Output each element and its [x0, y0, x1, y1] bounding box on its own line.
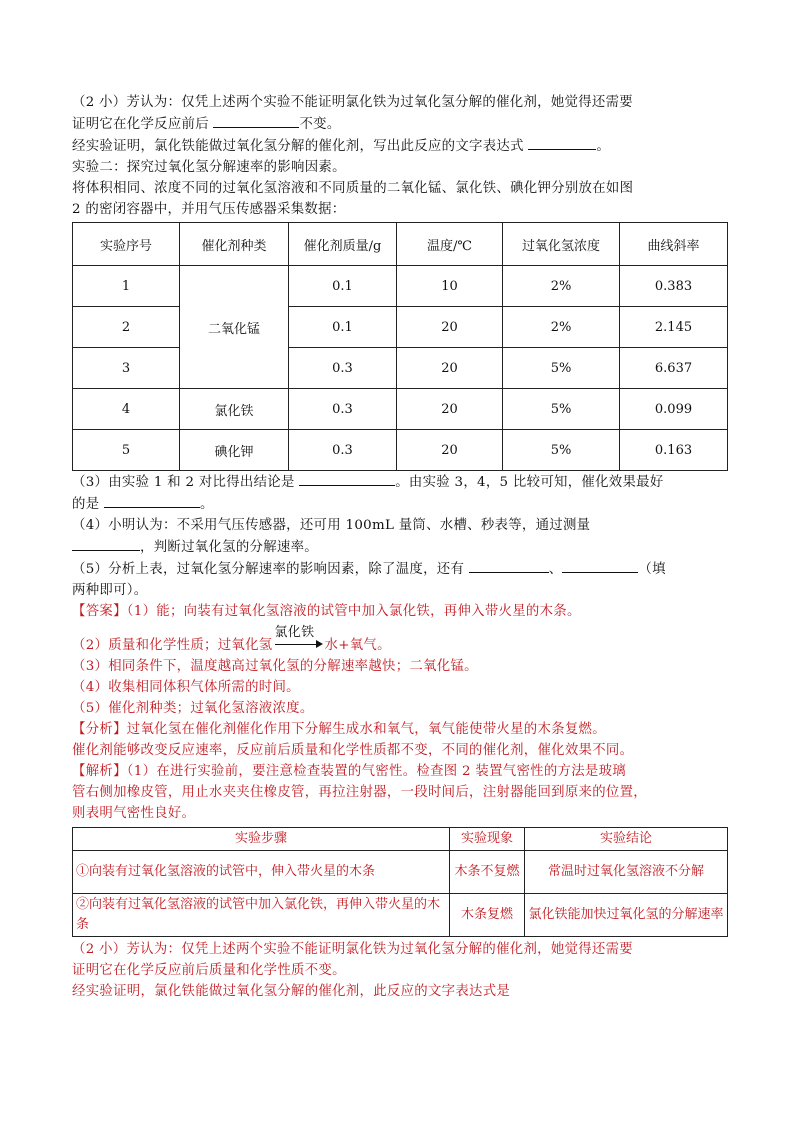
table-row	[73, 266, 728, 307]
table-header-row	[73, 223, 728, 266]
answer-line3: （3）相同条件下，温度越高过氧化氢的分解速率越快；二氧化锰。	[72, 659, 478, 674]
catalyst-label: 氯化铁	[274, 625, 315, 640]
table-cell: 氯化铁能加快过氧化氢的分解速率	[525, 894, 728, 937]
table-cell: 0.099	[620, 389, 728, 430]
table-row	[73, 307, 728, 348]
q2-line1: （2 小）芳认为：仅凭上述两个实验不能证明氯化铁为过氧化氢分解的催化剂，她觉得还需要	[72, 95, 633, 110]
experiment2-heading: 实验二：探究过氧化氢分解速率的影响因素。	[72, 160, 346, 175]
table-cell: 木条复燃	[450, 894, 525, 937]
answer-blank	[104, 493, 200, 508]
table-cell: 2.145	[620, 307, 728, 348]
header-cell: 实验序号	[73, 223, 180, 266]
answer-line4: （4）收集相同体积气体所需的时间。	[72, 680, 300, 695]
header-cell: 催化剂种类	[180, 223, 289, 266]
table-cell: 0.3	[289, 348, 397, 389]
table-cell: 0.383	[620, 266, 728, 307]
table-row	[73, 348, 728, 389]
table-cell: ②向装有过氧化氢溶液的试管中加入氯化铁，再伸入带火星的木条	[73, 894, 450, 937]
document-page	[72, 92, 724, 1002]
table-cell: 6.637	[620, 348, 728, 389]
table-cell: 20	[397, 389, 503, 430]
table-cell: 0.1	[289, 266, 397, 307]
header-cell: 温度/℃	[397, 223, 503, 266]
table-cell: 2%	[503, 266, 620, 307]
analysis-line1: 【分析】过氧化氢在催化剂催化作用下分解生成水和氧气，氧气能使带火星的木条复燃。	[72, 722, 606, 737]
table-cell: 常温时过氧化氢溶液不分解	[525, 851, 728, 894]
table-cell: 20	[397, 348, 503, 389]
bottom-line1: （2 小）芳认为：仅凭上述两个实验不能证明氯化铁为过氧化氢分解的催化剂，她觉得还需要	[72, 942, 633, 957]
answer-blank	[299, 471, 395, 486]
table-row	[73, 430, 728, 471]
table-header-row	[73, 828, 728, 851]
table-cell: 5%	[503, 389, 620, 430]
header-cell: 催化剂质量/g	[289, 223, 397, 266]
data-table	[72, 222, 728, 471]
question3-line2: 的是 。	[72, 493, 724, 515]
table-cell: 10	[397, 266, 503, 307]
table-cell: 5%	[503, 430, 620, 471]
table-cell: 2	[73, 307, 180, 348]
intro-line2: 2 的密闭容器中，并用气压传感器采集数据：	[72, 202, 346, 217]
bottom-line2: 证明它在化学反应前后质量和化学性质不变。	[72, 963, 346, 978]
answer-line2: （2）质量和化学性质；过氧化氢 氯化铁 水+氧气。	[72, 635, 724, 656]
header-cell: 实验现象	[450, 828, 525, 851]
explanation-line3: 则表明气密性良好。	[72, 806, 196, 821]
table-cell: 20	[397, 307, 503, 348]
q2-line2: 证明它在化学反应前后 不变。	[72, 113, 724, 135]
reaction-arrow	[273, 625, 325, 656]
table-cell: 碘化钾	[180, 430, 289, 471]
intro-line1: 将体积相同、浓度不同的过氧化氢溶液和不同质量的二氧化锰、氯化铁、碘化钾分别放在如图	[72, 181, 634, 196]
answer-line5: （5）催化剂种类；过氧化氢溶液浓度。	[72, 701, 314, 716]
bottom-line3: 经实验证明，氯化铁能做过氧化氢分解的催化剂，此反应的文字表达式是	[72, 984, 511, 999]
table-cell: 1	[73, 266, 180, 307]
table-row	[73, 894, 728, 937]
header-cell: 实验结论	[525, 828, 728, 851]
table-cell: ①向装有过氧化氢溶液的试管中，伸入带火星的木条	[73, 851, 450, 894]
table-row	[73, 851, 728, 894]
explanation-line1: 【解析】（1）在进行实验前，要注意检查装置的气密性。检查图 2 装置气密性的方法是玻璃	[72, 764, 626, 779]
table-cell: 0.3	[289, 430, 397, 471]
answer-blank	[72, 536, 140, 551]
table-cell: 0.1	[289, 307, 397, 348]
proof-line: 经实验证明，氯化铁能做过氧化氢分解的催化剂，写出此反应的文字表达式 。	[72, 135, 724, 157]
analysis-line2: 催化剂能够改变反应速率，反应前后质量和化学性质都不变，不同的催化剂，催化效果不同。	[72, 743, 634, 758]
question4-line2: ，判断过氧化氢的分解速率。	[72, 536, 724, 558]
table-row	[73, 389, 728, 430]
table-cell: 5%	[503, 348, 620, 389]
header-cell: 曲线斜率	[620, 223, 728, 266]
table-cell: 20	[397, 430, 503, 471]
header-cell: 过氧化氢浓度	[503, 223, 620, 266]
question5-line2: 两种即可）。	[72, 583, 148, 598]
question3-line1: （3）由实验 1 和 2 对比得出结论是 。由实验 3，4，5 比较可知，催化效果最好	[72, 471, 724, 493]
table-cell: 3	[73, 348, 180, 389]
answer-line1: 【答案】（1）能；向装有过氧化氢溶液的试管中加入氯化铁，再伸入带火星的木条。	[72, 604, 581, 619]
answer-blank	[528, 135, 596, 150]
table-cell: 4	[73, 389, 180, 430]
table-cell: 氯化铁	[180, 389, 289, 430]
experiment-table	[72, 827, 728, 937]
table-cell: 木条不复燃	[450, 851, 525, 894]
table-cell: 0.163	[620, 430, 728, 471]
question5-line1: （5）分析上表，过氧化氢分解速率的影响因素，除了温度，还有 、 （填	[72, 558, 724, 580]
answer-blank	[213, 113, 299, 128]
table-cell: 0.3	[289, 389, 397, 430]
explanation-line2: 管右侧加橡皮管，用止水夹夹住橡皮管，再拉注射器，一段时间后，注射器能回到原来的位置，	[72, 785, 648, 800]
table-cell: 2%	[503, 307, 620, 348]
question4-line1: （4）小明认为：不采用气压传感器，还可用 100mL 量筒、水槽、秒表等，通过测量	[72, 518, 591, 533]
header-cell: 实验步骤	[73, 828, 450, 851]
table-cell: 5	[73, 430, 180, 471]
table-cell: 二氧化锰	[180, 266, 289, 389]
answer-blank	[469, 558, 549, 573]
answer-blank	[562, 558, 638, 573]
